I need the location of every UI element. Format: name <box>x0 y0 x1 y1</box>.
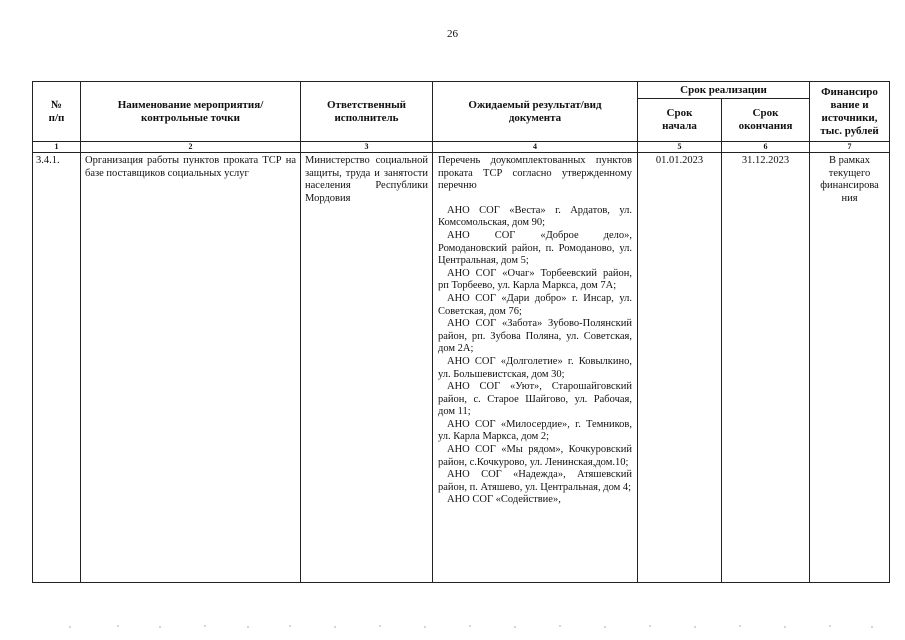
col-num-2: 2 <box>81 142 301 153</box>
page-number: 26 <box>447 28 458 40</box>
row-name: Организация работы пунктов проката ТСР на базе поставщиков социальных услуг <box>81 153 301 583</box>
header-end: Срок окончания <box>722 99 810 142</box>
result-item: АНО СОГ «Надежда», Атяшевский район, п. Атяшево, ул. Центральная, дом 4; <box>438 469 632 493</box>
row-number: 3.4.1. <box>33 153 81 583</box>
row-end-date: 31.12.2023 <box>722 153 810 583</box>
result-item: АНО СОГ «Дари добро» г. Инсар, ул. Советская, дом 76; <box>438 292 632 317</box>
row-result <box>433 153 638 583</box>
row-executor: Министерство социальной защиты, труда и занятости населения Республики Мордовия <box>301 153 433 583</box>
header-number: № п/п <box>33 82 81 142</box>
header-financing: Финансиро вание и источники, тыс. рублей <box>810 82 890 142</box>
column-numbers-row <box>33 142 890 153</box>
action-plan-table <box>32 81 890 583</box>
row-start-date: 01.01.2023 <box>638 153 722 583</box>
table-row <box>33 153 890 583</box>
result-item: АНО СОГ «Веста» г. Ардатов, ул. Комсомольская, дом 90; <box>438 204 632 229</box>
row-financing: В рамках текущего финансирова ния <box>810 153 890 583</box>
header-name: Наименование мероприятия/ контрольные точки <box>81 82 301 142</box>
result-item: АНО СОГ «Милосердие», г. Темников, ул. Карла Маркса, дом 2; <box>438 418 632 443</box>
header-result: Ожидаемый результат/вид документа <box>433 82 638 142</box>
result-item: АНО СОГ «Мы рядом», Кочкуровский район, с.Кочкурово, ул. Ленинская,дом.10; <box>438 444 632 468</box>
header-executor: Ответственный исполнитель <box>301 82 433 142</box>
result-item: АНО СОГ «Уют», Старошайговский район, с. Старое Шайгово, ул. Рабочая, дом 11; <box>438 381 632 418</box>
col-num-1: 1 <box>33 142 81 153</box>
col-num-6: 6 <box>722 142 810 153</box>
result-intro: Перечень доукомплектованных пунктов проката ТСР согласно утвержденному перечню <box>438 155 632 192</box>
col-num-3: 3 <box>301 142 433 153</box>
result-item: АНО СОГ «Долголетие» г. Ковылкино, ул. Большевистская, дом 30; <box>438 355 632 380</box>
result-item: АНО СОГ «Забота» Зубово-Полянский район, рп. Зубова Поляна, ул. Советская, дом 2А; <box>438 318 632 355</box>
header-start: Срок начала <box>638 99 722 142</box>
col-num-5: 5 <box>638 142 722 153</box>
result-item: АНО СОГ «Доброе дело», Ромодановский район, п. Ромоданово, ул. Центральная, дом 5; <box>438 229 632 267</box>
col-num-4: 4 <box>433 142 638 153</box>
col-num-7: 7 <box>810 142 890 153</box>
result-item: АНО СОГ «Очаг» Торбеевский район, рп Торбеево, ул. Карла Маркса, дом 7А; <box>438 267 632 292</box>
scan-noise-dots <box>0 624 905 630</box>
header-period: Срок реализации <box>638 82 810 99</box>
result-item: АНО СОГ «Содействие», <box>447 494 561 506</box>
